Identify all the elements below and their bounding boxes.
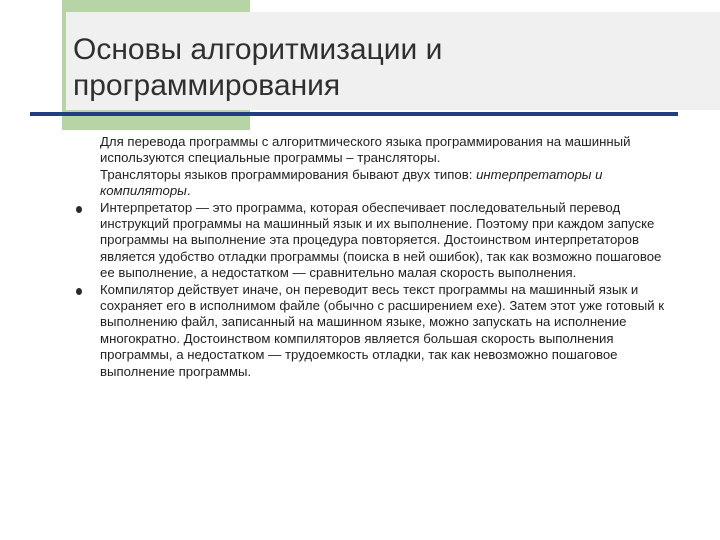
bullet-interpreter-text: Интерпретатор — это программа, которая обеспечивает последовательный перевод инструкций программы на машинный язык и их выполнение. Поэтому при каждом запуске программы на выполнение эта процедура повторяется. Достоинством интерпретаторов является удобство отладки программы (поиска в ней ошибок), так как возможно пошаговое ее выполнение, а недостатком — сравнительно малая скорость выполнения. xyxy=(100,199,662,281)
title-divider xyxy=(30,112,678,116)
types-text: Трансляторы языков программирования бывают двух типов: xyxy=(100,166,477,182)
slide-content xyxy=(100,134,675,380)
types-paragraph xyxy=(100,167,675,200)
bullet-compiler-text: Компилятор действует иначе, он переводит весь текст программы на машинный язык и сохраняет его в исполнимом файле (обычно с расширением exe). Затем этот уже готовый к выполнению файл, записанный на машинном языке, можно запускать на исполнение многократно. Достоинством компиляторов является большая скорость выполнения программы, а недостатком — трудоемкость отладки, так как невозможно пошаговое выполнение программы. xyxy=(100,281,665,379)
intro-paragraph: Для перевода программы с алгоритмического языка программирования на машинный используются специальные программы – трансляторы. xyxy=(100,134,631,166)
slide-title: Основы алгоритмизации и программирования xyxy=(73,33,443,102)
bullet-compiler xyxy=(100,282,675,380)
types-emphasis: интерпретаторы и компиляторы xyxy=(100,166,603,199)
bullet-interpreter xyxy=(100,200,675,282)
bullet-dot-icon xyxy=(76,288,82,295)
types-period: . xyxy=(186,183,191,199)
bullet-dot-icon xyxy=(76,206,82,213)
